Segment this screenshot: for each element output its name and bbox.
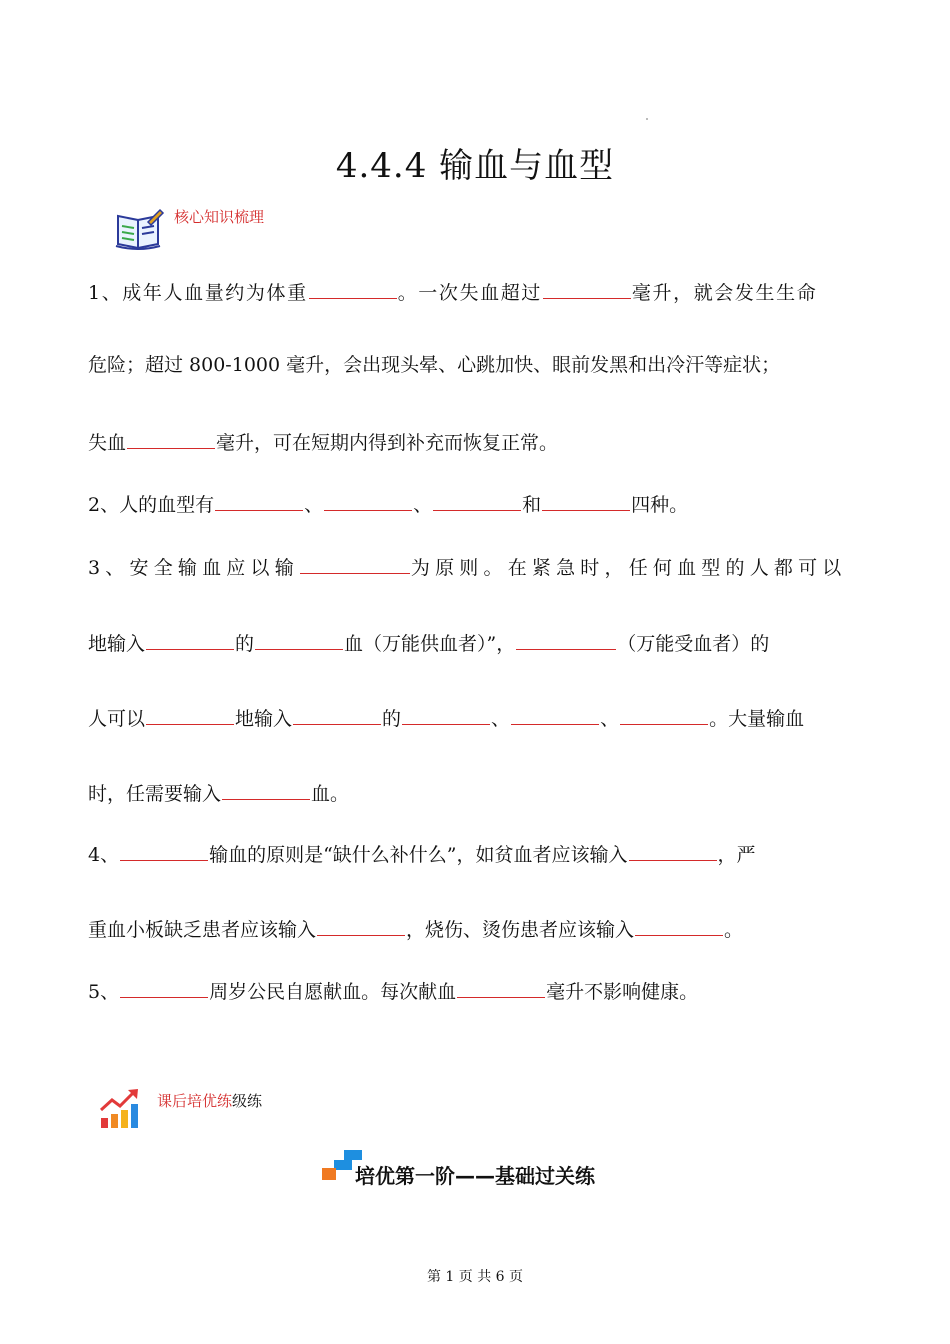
answer-blank[interactable] [511, 702, 599, 725]
answer-blank[interactable] [317, 913, 405, 936]
answer-blank[interactable] [542, 488, 630, 511]
question-4-line-1 [88, 838, 868, 869]
q5-text-c: 毫升不影响健康。 [546, 981, 699, 1003]
q1-text-d: 危险；超过 800-1000 毫升，会出现头晕、心跳加快、眼前发黑和出冷汗等症状； [88, 354, 781, 376]
answer-blank[interactable] [620, 702, 708, 725]
page-footer: 第 1 页 共 6 页 [426, 1269, 524, 1285]
answer-blank[interactable] [309, 276, 397, 299]
question-1-line-2 [88, 351, 868, 379]
q1-text-c: 毫升，就会发生生命 [631, 282, 818, 304]
q3-text-f: （万能受血者）的 [617, 633, 770, 655]
question-3-line-3 [88, 702, 868, 733]
answer-blank[interactable] [215, 488, 303, 511]
q4-text-c: ，严 [717, 844, 756, 866]
answer-blank[interactable] [543, 276, 631, 299]
answer-blank[interactable] [629, 838, 717, 861]
q2-text-b: 和 [522, 494, 542, 516]
subheading: 培优第一阶——基础过关练 [355, 1164, 595, 1188]
answer-blank[interactable] [516, 627, 616, 650]
answer-blank[interactable] [120, 838, 208, 861]
separator: 、 [600, 708, 620, 730]
answer-blank[interactable] [293, 702, 381, 725]
q1-text-a: 1、成年人血量约为体重 [88, 282, 308, 304]
question-2 [88, 488, 868, 519]
q3-text-j: 。大量输血 [709, 708, 805, 730]
q3-text-l: 血。 [311, 783, 350, 805]
q3-text-d: 的 [235, 633, 255, 655]
q3-text-e: 血（万能供血者）”， [344, 633, 516, 655]
section-label-core-knowledge: 核心知识梳理 [174, 208, 265, 226]
q3-text-a: 3、安全输血应以输 [88, 557, 299, 579]
answer-blank[interactable] [402, 702, 490, 725]
book-icon [114, 206, 166, 250]
q4-text-d: 重血小板缺乏患者应该输入 [88, 919, 317, 941]
page-title: 4.4.4 输血与血型 [335, 146, 615, 186]
question-3-line-2 [88, 627, 868, 658]
answer-blank[interactable] [255, 627, 343, 650]
q4-text-f: 。 [724, 919, 744, 941]
answer-blank[interactable] [635, 913, 723, 936]
answer-blank[interactable] [324, 488, 412, 511]
answer-blank[interactable] [120, 975, 208, 998]
q3-text-k: 时，任需要输入 [88, 783, 222, 805]
question-1-line-3 [88, 426, 868, 457]
q4-text-b: 输血的原则是“缺什么补什么”，如贫血者应该输入 [209, 844, 628, 866]
answer-blank[interactable] [457, 975, 545, 998]
answer-blank[interactable] [222, 777, 310, 800]
q3-text-g: 人可以 [88, 708, 146, 730]
section-label-after-class [157, 1090, 262, 1111]
separator: 、 [491, 708, 511, 730]
q5-text-a: 5、 [88, 981, 120, 1003]
answer-blank[interactable] [146, 702, 234, 725]
section-label-dark-part: 级练 [232, 1092, 263, 1110]
q1-text-f: 毫升，可在短期内得到补充而恢复正常。 [216, 432, 559, 454]
q1-text-b: 。一次失血超过 [397, 282, 542, 304]
page-dot [646, 118, 648, 120]
answer-blank[interactable] [127, 426, 215, 449]
answer-blank[interactable] [146, 627, 234, 650]
q4-text-a: 4、 [88, 844, 120, 866]
separator: 、 [413, 494, 433, 516]
q2-text-a: 2、人的血型有 [88, 494, 215, 516]
section-label-red-part: 课后培优练 [157, 1092, 233, 1110]
q1-text-e: 失血 [88, 432, 127, 454]
q2-text-c: 四种。 [631, 494, 689, 516]
question-3-line-1 [88, 551, 868, 582]
question-5 [88, 975, 868, 1006]
q4-text-e: ，烧伤、烫伤患者应该输入 [406, 919, 635, 941]
q3-text-h: 地输入 [235, 708, 293, 730]
separator: 、 [304, 494, 324, 516]
growth-chart-icon [98, 1086, 142, 1130]
question-1-line-1 [88, 276, 868, 307]
q3-text-c: 地输入 [88, 633, 146, 655]
q3-text-b: 为原则。在紧急时，任何血型的人都可以 [410, 557, 847, 579]
q5-text-b: 周岁公民自愿献血。每次献血 [209, 981, 457, 1003]
answer-blank[interactable] [433, 488, 521, 511]
question-3-line-4 [88, 777, 868, 808]
q3-text-i: 的 [382, 708, 402, 730]
question-4-line-2 [88, 913, 868, 944]
answer-blank[interactable] [300, 551, 410, 574]
